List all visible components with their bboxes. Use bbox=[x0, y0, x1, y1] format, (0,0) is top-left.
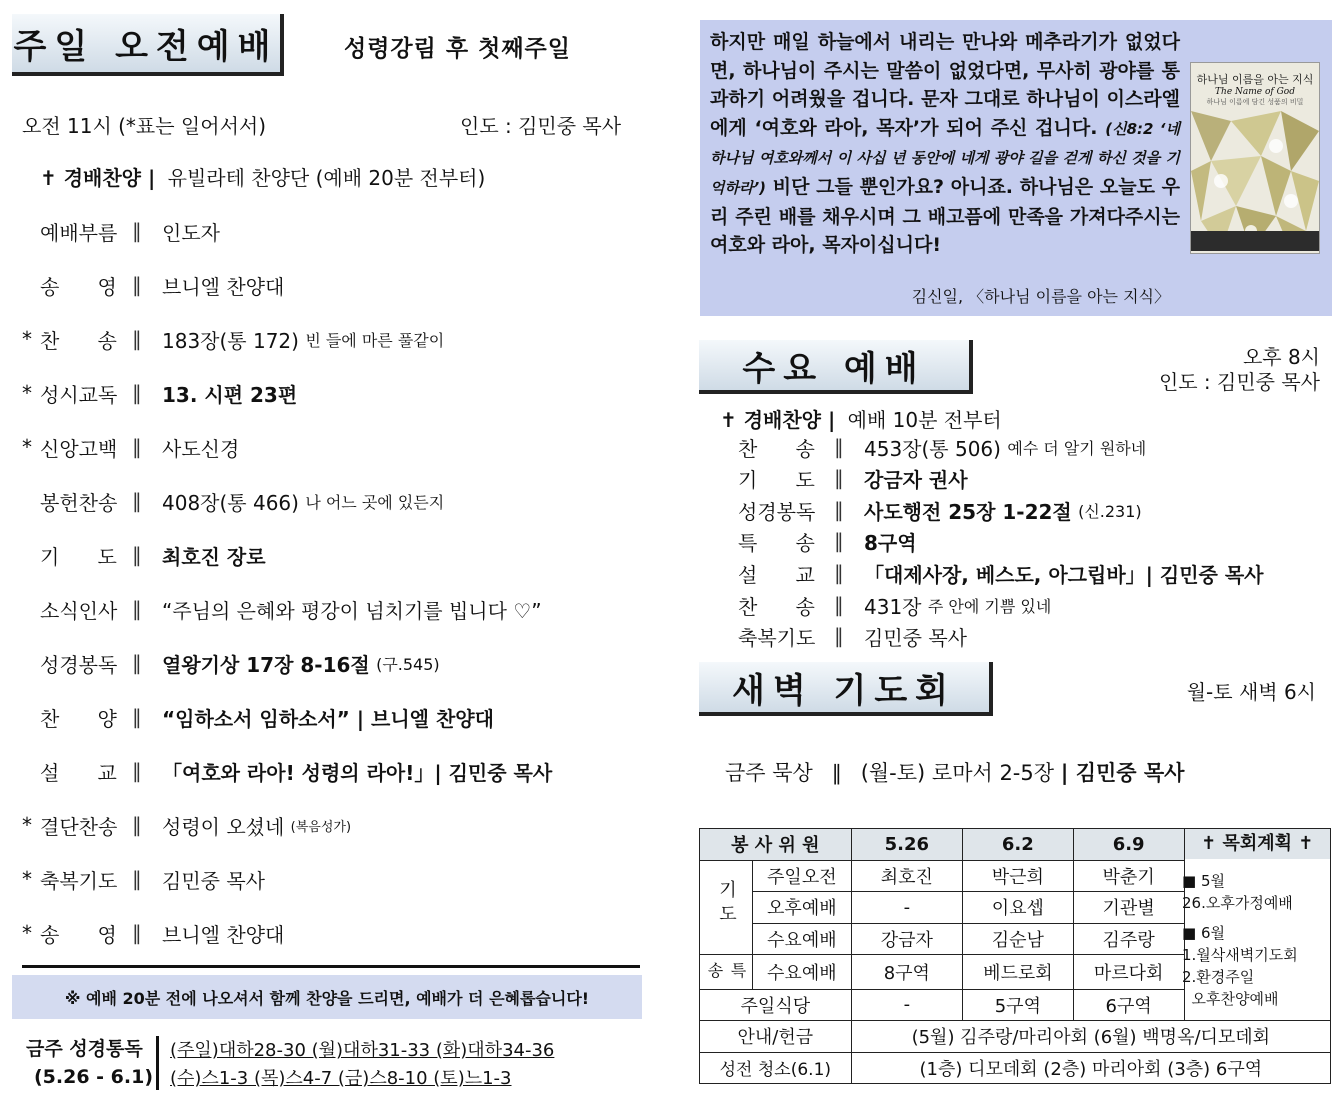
order-value: 사도행전 25장 1-22절 bbox=[864, 499, 1072, 524]
order-label: 찬 송 bbox=[40, 328, 117, 353]
order-note: (신.231) bbox=[1078, 501, 1142, 521]
table-cell: (5월) 김주랑/마리아회 (6월) 백명옥/디모데회 bbox=[851, 1021, 1330, 1053]
order-label: 결단찬송 bbox=[40, 814, 118, 839]
order-value: 431장 bbox=[864, 594, 922, 619]
table-header: 6.2 bbox=[962, 829, 1073, 861]
sunday-leader: 인도 : 김민중 목사 bbox=[460, 114, 622, 138]
table-cell: 수요예배 bbox=[753, 955, 852, 990]
table-row bbox=[700, 1052, 1331, 1084]
wednesday-time: 오후 8시 bbox=[1242, 345, 1320, 369]
wednesday-prelude-label: ✝ 경배찬양 | bbox=[720, 408, 836, 432]
order-item: 봉헌찬송 ∥ 408장(통 466) 나 어느 곳에 있든지 bbox=[22, 486, 444, 516]
table-row bbox=[700, 829, 1331, 861]
order-item: 기 도 ∥ 강금자 권사 bbox=[738, 464, 968, 492]
order-label: 기 도 bbox=[40, 544, 117, 569]
order-value: 인도자 bbox=[162, 220, 220, 245]
order-item: * 찬 송 ∥ 183장(통 172) 빈 들에 마른 풀같이 bbox=[22, 324, 444, 354]
order-item: 기 도 ∥ 최호진 장로 bbox=[22, 540, 266, 570]
table-header: 봉 사 위 원 bbox=[700, 829, 852, 861]
order-label: 성시교독 bbox=[40, 382, 118, 407]
order-label: 봉헌찬송 bbox=[40, 490, 118, 515]
order-label: 찬 송 bbox=[738, 436, 815, 461]
order-item: * 신앙고백 ∥ 사도신경 bbox=[22, 432, 239, 462]
order-value: 183장(통 172) bbox=[162, 328, 299, 353]
order-item: 소식인사 ∥ “주님의 은혜와 평강이 넘치기를 빕니다 ♡” bbox=[22, 594, 542, 624]
order-label: 성경봉독 bbox=[738, 499, 816, 524]
order-item: * 송 영 ∥ 브니엘 찬양대 bbox=[22, 918, 284, 948]
table-cell: 최호진 bbox=[851, 860, 962, 892]
order-value: 453장(통 506) bbox=[864, 436, 1001, 461]
table-cell: 김주랑 bbox=[1073, 923, 1184, 955]
table-cell: 수요예배 bbox=[753, 923, 852, 955]
sunday-prelude bbox=[40, 162, 485, 191]
order-label: 신앙고백 bbox=[40, 436, 118, 461]
order-label: 찬 양 bbox=[40, 706, 117, 731]
reading-bar bbox=[156, 1036, 159, 1090]
order-value: “주님의 은혜와 평강이 넘치기를 빕니다 ♡” bbox=[162, 598, 542, 623]
order-item: 성경봉독 ∥ 사도행전 25장 1-22절 (신.231) bbox=[738, 496, 1142, 524]
table-cell: 기관별 bbox=[1073, 892, 1184, 924]
plan-item: 오후찬양예배 bbox=[1182, 990, 1279, 1008]
order-item: 축복기도 ∥ 김민중 목사 bbox=[738, 622, 967, 650]
order-note: 나 어느 곳에 있든지 bbox=[305, 492, 445, 512]
order-value: 브니엘 찬양대 bbox=[162, 274, 285, 299]
order-value: 성령이 오셨네 bbox=[162, 814, 285, 839]
book-en-title: The Name of God bbox=[1215, 87, 1295, 97]
table-cell: 박춘기 bbox=[1073, 860, 1184, 892]
order-note: (구.545) bbox=[376, 654, 440, 674]
order-value: 8구역 bbox=[864, 530, 917, 555]
sunday-prelude-value: 유빌라테 찬양단 (예배 20분 전부터) bbox=[167, 166, 486, 190]
quote-reference: (신8:2 ‘네 하나님 여호와께서 이 사십 년 동안에 네게 광야 길을 걷게 하신 것을 기억하라’) bbox=[710, 119, 1180, 197]
plan-list bbox=[1182, 870, 1330, 1010]
dawn-label: 금주 묵상 bbox=[725, 761, 813, 785]
order-label: 기 도 bbox=[738, 467, 815, 492]
reading-line1: (주일)대하28-30 (월)대하31-33 (화)대하34-36 bbox=[170, 1040, 555, 1061]
praise-group: 특송 bbox=[700, 955, 753, 990]
dawn-time: 월-토 새벽 6시 bbox=[1186, 680, 1316, 704]
divider bbox=[22, 965, 640, 968]
order-label: 송 영 bbox=[40, 922, 117, 947]
order-label: 설 교 bbox=[40, 760, 117, 785]
order-label: 특 송 bbox=[738, 530, 815, 555]
table-cell: 김순남 bbox=[962, 923, 1073, 955]
quote-text: 하지만 매일 하늘에서 내리는 만나와 메추라기가 없었다면, 하나님이 주시는 말씀이 없었다면, 무사히 광야를 통과하기 어려웠을 겁니다. 문자 그대로 하나님이 이스라엘에게 ‘여호와 라아, 목자’가 되어 주신 겁니다. (신8:2 ‘네 하나님 여호와께서 이 사십 년 동안에 네게 광야 길을 걷게 하신 것을 기억하라’) 비단 그들 뿐인가요? 아니죠. 하나님은 오늘도 우리 주린 배를 채우시며 그 배고픔에 만족을 가져다주시는 여호와 라아, 목자이십니다! bbox=[710, 31, 1180, 257]
order-item: 설 교 ∥ 「여호와 라아! 성령의 라아!」| 김민중 목사 bbox=[22, 756, 552, 786]
dawn-title-box bbox=[699, 662, 993, 716]
table-cell: 마르다회 bbox=[1073, 955, 1184, 990]
order-value: “임하소서 임하소서” | 브니엘 찬양대 bbox=[162, 706, 494, 731]
plan-item: 1.월삭새벽기도회 bbox=[1182, 946, 1298, 964]
order-note: 빈 들에 마른 풀같이 bbox=[305, 330, 445, 350]
wednesday-title-box bbox=[699, 340, 973, 394]
table-cell: - bbox=[851, 989, 962, 1021]
order-label: 성경봉독 bbox=[40, 652, 118, 677]
dawn-value-b: | 김민중 목사 bbox=[1060, 761, 1185, 785]
order-value: 김민중 목사 bbox=[864, 625, 967, 650]
order-value: 김민중 목사 bbox=[162, 868, 265, 893]
pray-group: 기도 bbox=[700, 860, 753, 955]
table-cell: 박근희 bbox=[962, 860, 1073, 892]
order-value: 408장(통 466) bbox=[162, 490, 299, 515]
order-value: 최호진 장로 bbox=[162, 544, 266, 569]
order-item: 특 송 ∥ 8구역 bbox=[738, 527, 917, 555]
order-note: 주 안에 기쁨 있네 bbox=[927, 596, 1052, 616]
order-item: 예배부름 ∥ 인도자 bbox=[22, 216, 220, 246]
order-item: * 결단찬송 ∥ 성령이 오셨네 (복음성가) bbox=[22, 810, 351, 840]
notice-banner: ※ 예배 20분 전에 나오셔서 함께 찬양을 드리면, 예배가 더 은혜롭습니다! bbox=[12, 975, 642, 1019]
order-item: 송 영 ∥ 브니엘 찬양대 bbox=[22, 270, 284, 300]
table-cell: 주일오전 bbox=[753, 860, 852, 892]
quote-source: 김신일, 〈하나님 이름을 아는 지식〉 bbox=[911, 287, 1170, 306]
order-item: 성경봉독 ∥ 열왕기상 17장 8-16절 (구.545) bbox=[22, 648, 440, 678]
dawn-title: 새벽 기도회 bbox=[731, 670, 957, 711]
table-header: 6.9 bbox=[1073, 829, 1184, 861]
table-cell: 5구역 bbox=[962, 989, 1073, 1021]
order-label: 축복기도 bbox=[40, 868, 118, 893]
table-cell: 안내/헌금 bbox=[700, 1021, 852, 1053]
table-cell: 강금자 bbox=[851, 923, 962, 955]
order-label: 찬 송 bbox=[738, 594, 815, 619]
order-label: 축복기도 bbox=[738, 625, 816, 650]
reading-line2: (수)스1-3 (목)스4-7 (금)스8-10 (토)느1-3 bbox=[170, 1068, 512, 1089]
order-item: 설 교 ∥ 「대제사장, 베스도, 아그립바」| 김민중 목사 bbox=[738, 559, 1263, 587]
order-label: 설 교 bbox=[738, 562, 815, 587]
dawn-value-a: (월-토) 로마서 2-5장 bbox=[860, 761, 1055, 785]
order-value: 열왕기상 17장 8-16절 bbox=[162, 652, 370, 677]
sunday-title: 주일 오전예배 bbox=[13, 26, 279, 67]
order-item: 찬 송 ∥ 453장(통 506) 예수 더 알기 원하네 bbox=[738, 433, 1146, 461]
table-header: 5.26 bbox=[851, 829, 962, 861]
wednesday-prelude-value: 예배 10분 전부터 bbox=[847, 408, 1002, 432]
table-cell: 이요셉 bbox=[962, 892, 1073, 924]
book-cover-image bbox=[1190, 62, 1320, 254]
order-item: * 성시교독 ∥ 13. 시편 23편 bbox=[22, 378, 297, 408]
order-item: 찬 양 ∥ “임하소서 임하소서” | 브니엘 찬양대 bbox=[22, 702, 494, 732]
order-label: 송 영 bbox=[40, 274, 117, 299]
table-cell: 6구역 bbox=[1073, 989, 1184, 1021]
order-value: 브니엘 찬양대 bbox=[162, 922, 285, 947]
order-label: 소식인사 bbox=[40, 598, 118, 623]
quote-box bbox=[700, 20, 1332, 316]
wednesday-leader: 인도 : 김민중 목사 bbox=[1158, 370, 1320, 394]
table-cell: 성전 청소(6.1) bbox=[700, 1052, 852, 1084]
order-note: (복음성가) bbox=[290, 819, 352, 835]
order-item: 찬 송 ∥ 431장 주 안에 기쁨 있네 bbox=[738, 591, 1051, 619]
sunday-time: 오전 11시 (*표는 일어서서) bbox=[22, 114, 267, 138]
order-value: 13. 시편 23편 bbox=[162, 382, 298, 407]
reading-dates: (5.26 - 6.1) bbox=[34, 1066, 154, 1088]
wednesday-prelude bbox=[720, 404, 1002, 433]
wednesday-title: 수요 예배 bbox=[742, 348, 926, 389]
order-label: 예배부름 bbox=[40, 220, 118, 245]
table-cell: 베드로회 bbox=[962, 955, 1073, 990]
table-cell: 8구역 bbox=[851, 955, 962, 990]
order-value: 「여호와 라아! 성령의 라아!」| 김민중 목사 bbox=[162, 760, 553, 785]
dawn-meditation: 금주 묵상 ∥ (월-토) 로마서 2-5장 | 김민중 목사 bbox=[725, 761, 1185, 785]
sunday-subtitle: 성령강림 후 첫째주일 bbox=[344, 36, 571, 62]
table-cell: - bbox=[851, 892, 962, 924]
order-value: 강금자 권사 bbox=[864, 467, 968, 492]
table-cell: 오후예배 bbox=[753, 892, 852, 924]
order-item: * 축복기도 ∥ 김민중 목사 bbox=[22, 864, 265, 894]
book-title: 하나님 이름을 아는 지식 bbox=[1196, 73, 1314, 86]
plan-item: 2.환경주일 bbox=[1182, 968, 1255, 986]
plan-month: ■ 5월 bbox=[1182, 872, 1225, 890]
order-value: 「대제사장, 베스도, 아그립바」| 김민중 목사 bbox=[864, 562, 1264, 587]
book-pattern-icon bbox=[1191, 111, 1319, 251]
sunday-title-box bbox=[12, 14, 284, 76]
table-cell: 주일식당 bbox=[700, 989, 852, 1021]
plan-title: ✝ 목회계획 ✝ bbox=[1185, 828, 1330, 859]
plan-month: ■ 6월 bbox=[1182, 924, 1225, 942]
table-row bbox=[700, 1021, 1331, 1053]
plan-item: 26.오후가정예배 bbox=[1182, 894, 1293, 912]
reading-title: 금주 성경통독 bbox=[26, 1038, 143, 1060]
sunday-prelude-label: ✝ 경배찬양 | bbox=[40, 166, 156, 190]
order-note: 예수 더 알기 원하네 bbox=[1007, 438, 1147, 458]
table-cell: (1층) 디모데회 (2층) 마리아회 (3층) 6구역 bbox=[851, 1052, 1330, 1084]
book-subtitle: 하나님 이름에 담긴 성품의 비밀 bbox=[1206, 98, 1304, 106]
order-value: 사도신경 bbox=[162, 436, 240, 461]
